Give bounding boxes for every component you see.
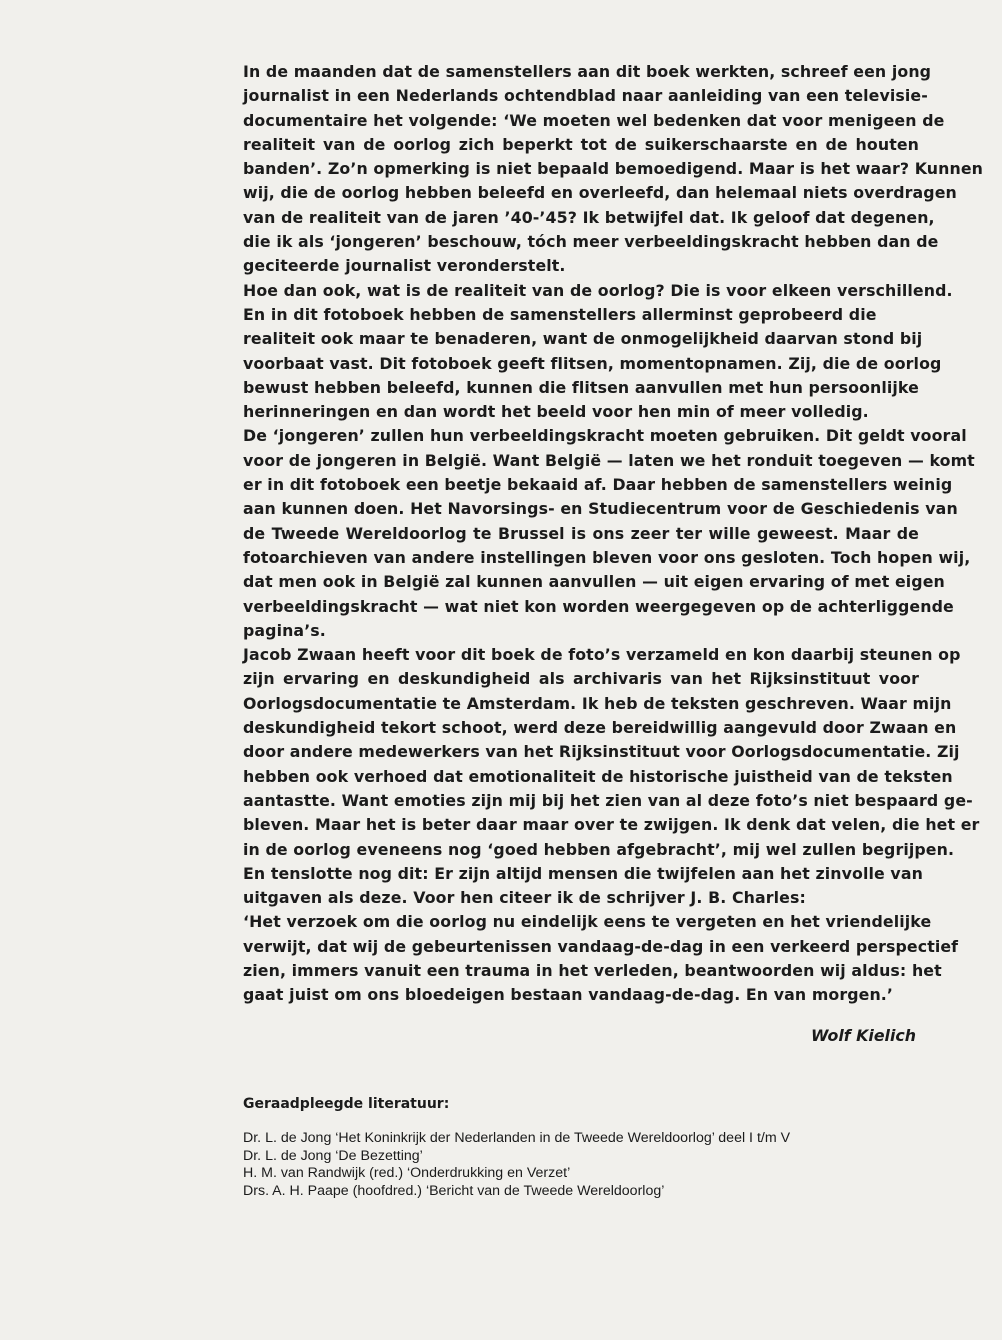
text-line: deskundigheid tekort schoot, werd deze bereidwillig aangevuld door Zwaan en [243, 718, 957, 738]
text-line: zien, immers vanuit een trauma in het verleden, beantwoorden wij aldus: het [243, 960, 942, 980]
text-line: verbeeldingskracht — wat niet kon worden weergegeven op de achterliggende [243, 596, 954, 616]
text-line: ‘Het verzoek om die oorlog nu eindelijk eens te vergeten en het vriendelijke [243, 912, 932, 932]
text-line: bewust hebben beleefd, kunnen die flitsen aanvullen met hun persoonlijke [243, 377, 919, 397]
text-line: herinneringen en dan wordt het beeld voor hen min of meer volledig. [243, 402, 869, 422]
preface-body-text [243, 60, 983, 1008]
text-line: er in dit fotoboek een beetje bekaaid af. Daar hebben de samenstellers weinig [243, 475, 953, 495]
text-line: hebben ook verhoed dat emotionaliteit de historische juistheid van de teksten [243, 766, 953, 786]
text-line: door andere medewerkers van het Rijksinstituut voor Oorlogsdocumentatie. Zij [243, 742, 960, 762]
text-line: fotoarchieven van andere instellingen bleven voor ons gesloten. Toch hopen wij, [243, 547, 971, 567]
text-line: zijn ervaring en deskundigheid als archivaris van het Rijksinstituut voor [243, 669, 919, 689]
text-line: de Tweede Wereldoorlog te Brussel is ons zeer ter wille geweest. Maar de [243, 523, 919, 543]
text-line: documentaire het volgende: ‘We moeten wel bedenken dat voor menigeen de [243, 110, 945, 130]
text-line: pagina’s. [243, 620, 326, 640]
literature-item: Dr. L. de Jong ‘Het Koninkrijk der Nederlanden in de Tweede Wereldoorlog’ deel I t/m V [243, 1130, 791, 1146]
text-line: aan kunnen doen. Het Navorsings- en Studiecentrum voor de Geschiedenis van [243, 499, 958, 519]
text-line: wij, die de oorlog hebben beleefd en overleefd, dan helemaal niets overdragen [243, 183, 957, 203]
literature-list [243, 1130, 790, 1200]
text-line: aantastte. Want emoties zijn mij bij het zien van al deze foto’s niet bespaard ge- [243, 790, 973, 810]
literature-heading: Geraadpleegde literatuur: [243, 1096, 450, 1112]
literature-item: Drs. A. H. Paape (hoofdred.) ‘Bericht van de Tweede Wereldoorlog’ [243, 1182, 665, 1199]
text-line: In de maanden dat de samenstellers aan dit boek werkten, schreef een jong [243, 62, 932, 81]
text-line: banden’. Zo’n opmerking is niet bepaald bemoedigend. Maar is het waar? Kunnen [243, 159, 983, 179]
text-line: Oorlogsdocumentatie te Amsterdam. Ik heb de teksten geschreven. Waar mijn [243, 693, 952, 713]
text-line: realiteit van de oorlog zich beperkt tot de suikerschaarste en de houten [243, 134, 919, 154]
text-line: Jacob Zwaan heeft voor dit boek de foto’s verzameld en kon daarbij steunen op [243, 645, 961, 665]
text-line: geciteerde journalist veronderstelt. [243, 256, 566, 276]
literature-item: Dr. L. de Jong ‘De Bezetting’ [243, 1147, 423, 1164]
text-line: En tenslotte nog dit: Er zijn altijd mensen die twijfelen aan het zinvolle van [243, 863, 923, 883]
text-line: in de oorlog eveneens nog ‘goed hebben afgebracht’, mij wel zullen begrijpen. [243, 839, 955, 859]
literature-item: H. M. van Randwijk (red.) ‘Onderdrukking en Verzet’ [243, 1165, 571, 1181]
text-line: journalist in een Nederlands ochtendblad naar aanleiding van een televisie- [243, 86, 928, 106]
text-line: dat men ook in België zal kunnen aanvullen — uit eigen ervaring of met eigen [243, 572, 945, 592]
text-line: van de realiteit van de jaren ’40-’45? Ik betwijfel dat. Ik geloof dat degenen, [243, 207, 935, 227]
text-line: uitgaven als deze. Voor hen citeer ik de schrijver J. B. Charles: [243, 888, 806, 908]
text-line: gaat juist om ons bloedeigen bestaan vandaag-de-dag. En van morgen.’ [243, 985, 894, 1005]
text-line: Hoe dan ook, wat is de realiteit van de oorlog? Die is voor elkeen verschillend. [243, 280, 953, 300]
text-line: voorbaat vast. Dit fotoboek geeft flitsen, momentopnamen. Zij, die de oorlog [243, 353, 942, 373]
text-line: De ‘jongeren’ zullen hun verbeeldingskracht moeten gebruiken. Dit geldt vooral [243, 426, 967, 446]
text-line: realiteit ook maar te benaderen, want de onmogelijkheid daarvan stond bij [243, 329, 923, 349]
text-line: die ik als ‘jongeren’ beschouw, tóch meer verbeeldingskracht hebben dan de [243, 232, 939, 252]
text-line: En in dit fotoboek hebben de samenstellers allerminst geprobeerd die [243, 304, 877, 324]
text-line: voor de jongeren in België. Want België — laten we het ronduit toegeven — komt [243, 450, 975, 470]
text-line: bleven. Maar het is beter daar maar over te zwijgen. Ik denk dat velen, die het er [243, 815, 980, 835]
author-signature: Wolf Kielich [810, 1026, 916, 1045]
text-line: verwijt, dat wij de gebeurtenissen vandaag-de-dag in een verkeerd perspectief [243, 936, 959, 956]
